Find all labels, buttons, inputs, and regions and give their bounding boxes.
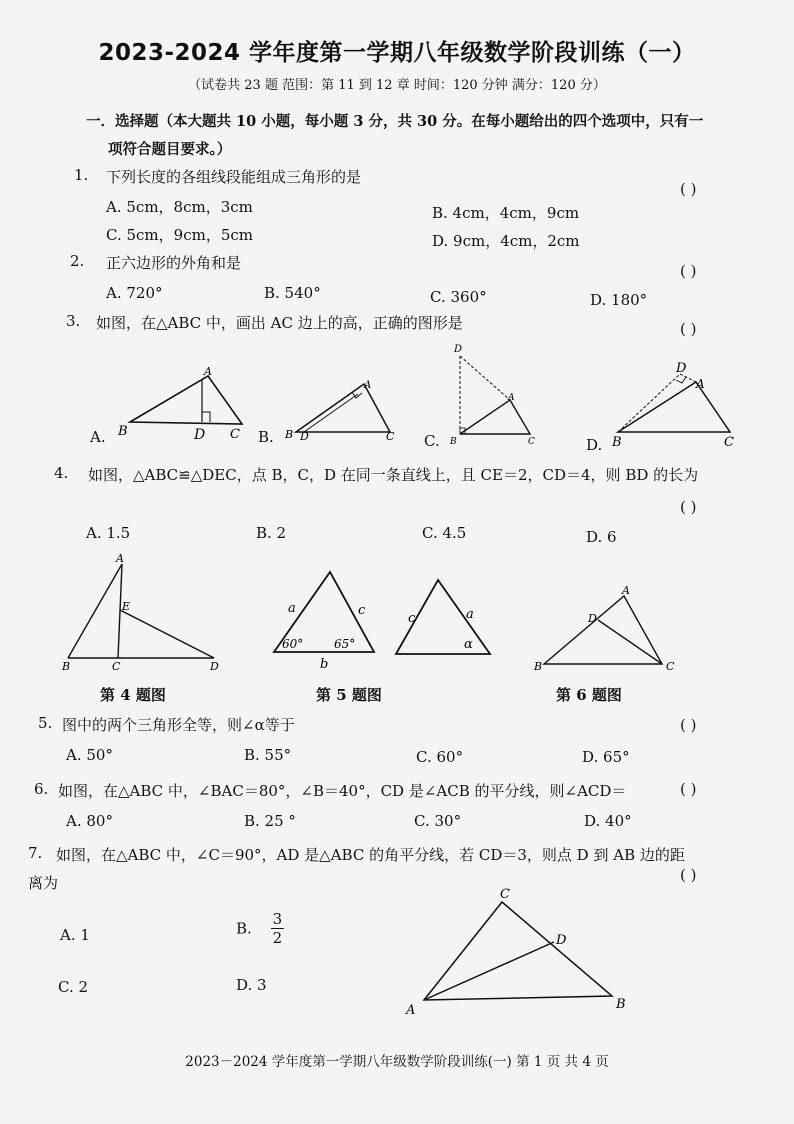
section-header-cont: 项符合题目要求。） [108,141,232,158]
q3-option-d[interactable]: D. [586,436,603,454]
q6-stem: 如图，在△ABC 中，∠BAC＝80°，∠B＝40°，CD 是∠ACB 的平分线，则∠ACD＝ [58,782,627,800]
q6-option-c[interactable]: C. 30° [414,812,462,830]
q1-option-d[interactable]: D. 9cm，4cm，2cm [432,232,580,250]
figure-q4 [60,552,230,674]
label-a: A [116,552,124,565]
figure-caption-q5: 第 5 题图 [316,686,382,704]
label-d: D [556,933,567,948]
q4-stem: 如图，△ABC≌△DEC，点 B，C，D 在同一条直线上，且 CE＝2，CD＝4，则 BD 的长为 [88,466,699,484]
q4-option-a[interactable]: A. 1.5 [86,524,131,542]
q5-option-c[interactable]: C. 60° [416,748,464,766]
figure-caption-q6: 第 6 题图 [556,686,622,704]
q2-option-a[interactable]: A. 720° [106,284,163,302]
q6-option-d[interactable]: D. 40° [584,812,632,830]
q1-option-b[interactable]: B. 4cm，4cm，9cm [432,204,580,222]
exam-info: （试卷共 23 题 范围：第 11 到 12 章 时间：120 分钟 满分：120 分） [188,78,606,93]
q2-option-c[interactable]: C. 360° [430,288,487,306]
figure-q7 [398,880,638,1020]
q1-stem: 下列长度的各组线段能组成三角形的是 [106,168,362,186]
label-d: D [454,344,463,355]
q6-option-a[interactable]: A. 80° [66,812,113,830]
q6-option-b[interactable]: B. 25 ° [244,812,296,830]
label-a: A [364,380,372,391]
label-b: B [118,424,128,439]
q4-option-b[interactable]: B. 2 [256,524,287,542]
label-c: C [500,887,510,902]
label-d: D [210,660,219,673]
side-b: b [320,657,329,670]
page-title: 2023-2024 学年度第一学期八年级数学阶段训练（一） [98,40,696,66]
q3-figure-c [446,340,546,448]
q2-option-d[interactable]: D. 180° [590,291,648,309]
q4-number: 4. [54,464,69,482]
label-c: C [528,437,535,447]
label-b: B [612,435,622,448]
q4-option-c[interactable]: C. 4.5 [422,524,467,542]
figure-caption-q4: 第 4 题图 [100,686,166,704]
q2-stem: 正六边形的外角和是 [106,254,242,272]
label-d: D [588,612,597,625]
q6-number: 6. [34,780,49,798]
q4-option-d[interactable]: D. 6 [586,528,617,546]
figure-q6 [532,580,692,672]
label-b: B [450,437,457,447]
angle-65: 65° [334,637,356,651]
q7-option-b[interactable] [236,910,284,947]
q7-option-c[interactable]: C. 2 [58,978,89,996]
q1-option-a[interactable]: A. 5cm，8cm，3cm [106,198,253,216]
side-a: a [288,601,296,616]
q3-option-b[interactable]: B. [258,428,274,446]
angle-60: 60° [282,637,304,651]
label-a: A [406,1003,416,1018]
label-b: B [616,997,626,1012]
label-b: B [62,660,71,673]
q3-answer-blank[interactable]: ( ) [680,320,697,338]
angle-alpha: α [464,637,473,652]
q5-option-a[interactable]: A. 50° [66,746,113,764]
figure-q5-left [268,568,380,670]
q2-option-b[interactable]: B. 540° [264,284,321,302]
side-c: c [408,611,416,626]
q5-option-b[interactable]: B. 55° [244,746,292,764]
label-a: A [508,393,515,403]
label-d: D [300,430,309,443]
q7-option-d[interactable]: D. 3 [236,976,267,994]
label-b: B [285,428,294,441]
q6-answer-blank[interactable]: ( ) [680,780,697,798]
q3-option-a[interactable]: A. [90,428,106,446]
q5-stem: 图中的两个三角形全等，则∠α等于 [62,716,295,734]
q3-figure-d [606,360,746,448]
q5-option-d[interactable]: D. 65° [582,748,630,766]
q7-option-a[interactable]: A. 1 [60,926,90,944]
label-d: D [676,361,687,376]
label-d: D [194,427,206,443]
label-c: C [666,660,675,672]
figure-q5-right [390,574,502,664]
label-c: C [724,435,734,448]
q5-number: 5. [38,714,53,732]
fraction-numerator: 3 [272,910,283,928]
q3-stem: 如图，在△ABC 中，画出 AC 边上的高，正确的图形是 [96,314,463,332]
q3-number: 3. [66,312,81,330]
q3-option-c[interactable]: C. [424,432,440,450]
q5-answer-blank[interactable]: ( ) [680,716,697,734]
label-a: A [622,584,630,597]
q4-answer-blank[interactable]: ( ) [680,498,697,516]
page-footer: 2023－2024 学年度第一学期八年级数学阶段训练(一) 第 1 页 共 4 页 [185,1054,609,1070]
label-c: C [386,430,395,443]
q1-number: 1. [74,166,89,184]
label-a: A [696,377,705,391]
q7-stem: 如图，在△ABC 中，∠C＝90°，AD 是△ABC 的角平分线，若 CD＝3，则点 D 到 AB 边的距 [56,846,685,864]
label-c: C [230,427,240,442]
q2-number: 2. [70,252,85,270]
label-a: A [204,365,212,378]
q3-figure-a [110,362,250,447]
label-b: B [534,660,543,672]
q1-option-c[interactable]: C. 5cm，9cm，5cm [106,226,253,244]
q7-option-b-label: B. [236,919,252,938]
q7-number: 7. [28,844,43,862]
section-header: 一．选择题（本大题共 10 小题，每小题 3 分，共 30 分。在每小题给出的四个选项中，只有一 [86,113,704,130]
fraction-denominator: 2 [272,929,283,947]
q3-figure-b [282,376,402,446]
fraction [271,910,285,947]
side-a: a [466,607,474,622]
q7-stem-cont: 离为 [28,874,59,892]
label-c: C [112,660,121,673]
q1-answer-blank[interactable]: ( ) [680,180,697,198]
label-e: E [122,600,131,613]
side-c: c [358,603,366,618]
q7-answer-blank[interactable]: ( ) [680,866,697,884]
q2-answer-blank[interactable]: ( ) [680,262,697,280]
